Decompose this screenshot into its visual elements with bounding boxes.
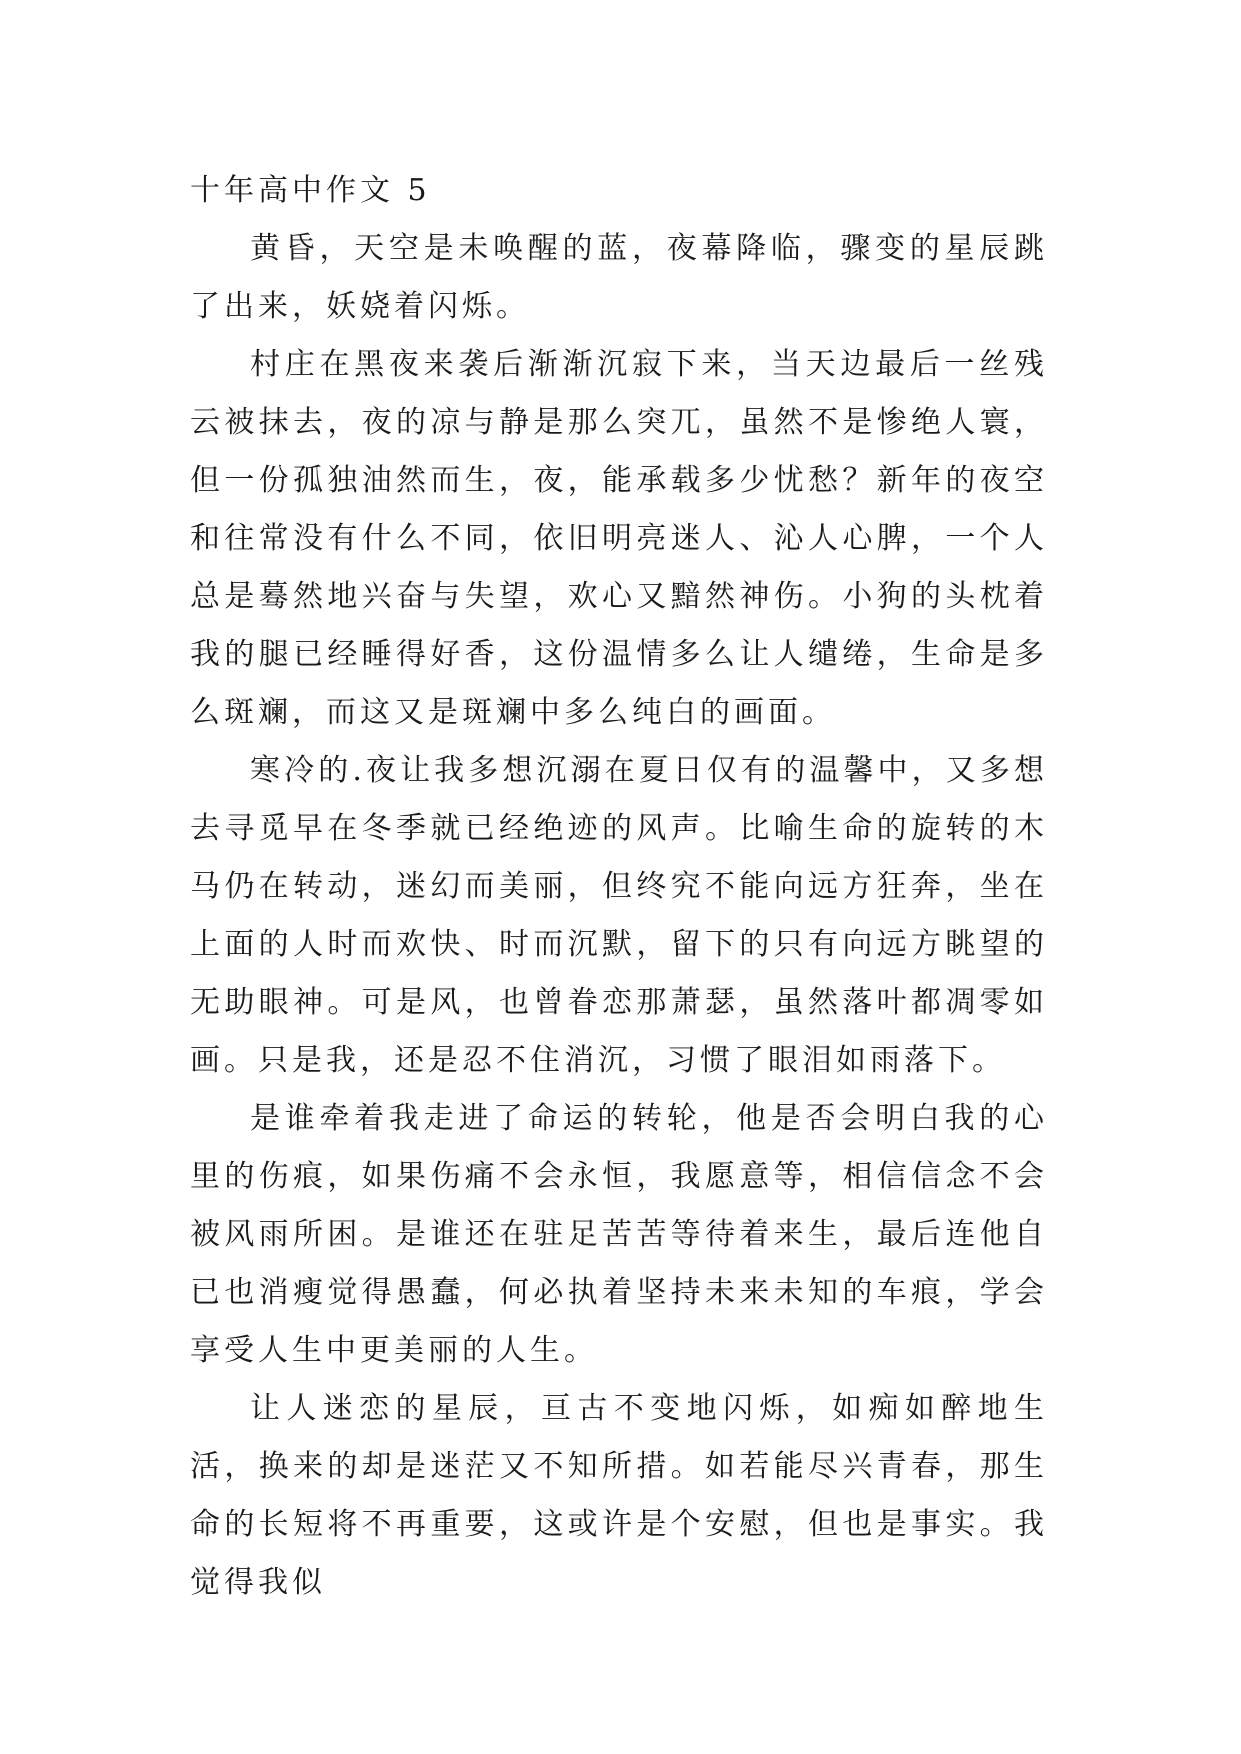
document-title: 十年高中作文 5 xyxy=(190,173,431,208)
paragraph-2: 村庄在黑夜来袭后渐渐沉寂下来，当天边最后一丝残云被抹去，夜的凉与静是那么突兀，虽然不是惨绝人寰，但一份孤独油然而生，夜，能承载多少忧愁？新年的夜空和往常没有什么不同，依旧明亮迷人、沁人心脾，一个人总是蓦然地兴奋与失望，欢心又黯然神伤。小狗的头枕着我的腿已经睡得好香，这份温情多么让人缱绻，生命是多么斑斓，而这又是斑斓中多么纯白的画面。 xyxy=(190,347,1048,730)
paragraph-3: 寒冷的.夜让我多想沉溺在夏日仅有的温馨中，又多想去寻觅早在冬季就已经绝迹的风声。比喻生命的旋转的木马仍在转动，迷幻而美丽，但终究不能向远方狂奔，坐在上面的人时而欢快、时而沉默，留下的只有向远方眺望的无助眼神。可是风，也曾眷恋那萧瑟，虽然落叶都凋零如画。只是我，还是忍不住消沉，习惯了眼泪如雨落下。 xyxy=(190,753,1048,1078)
document-body xyxy=(190,162,1048,1612)
paragraph-5: 让人迷恋的星辰，亘古不变地闪烁，如痴如醉地生活，换来的却是迷茫又不知所措。如若能尽兴青春，那生命的长短将不再重要，这或许是个安慰，但也是事实。我觉得我似 xyxy=(190,1391,1048,1600)
paragraph-4: 是谁牵着我走进了命运的转轮，他是否会明白我的心里的伤痕，如果伤痛不会永恒，我愿意等，相信信念不会被风雨所困。是谁还在驻足苦苦等待着来生，最后连他自已也消瘦觉得愚蠢，何必执着坚持未来未知的车痕，学会享受人生中更美丽的人生。 xyxy=(190,1101,1048,1368)
paragraph-1: 黄昏，天空是未唤醒的蓝，夜幕降临，骤变的星辰跳了出来，妖娆着闪烁。 xyxy=(190,231,1048,324)
